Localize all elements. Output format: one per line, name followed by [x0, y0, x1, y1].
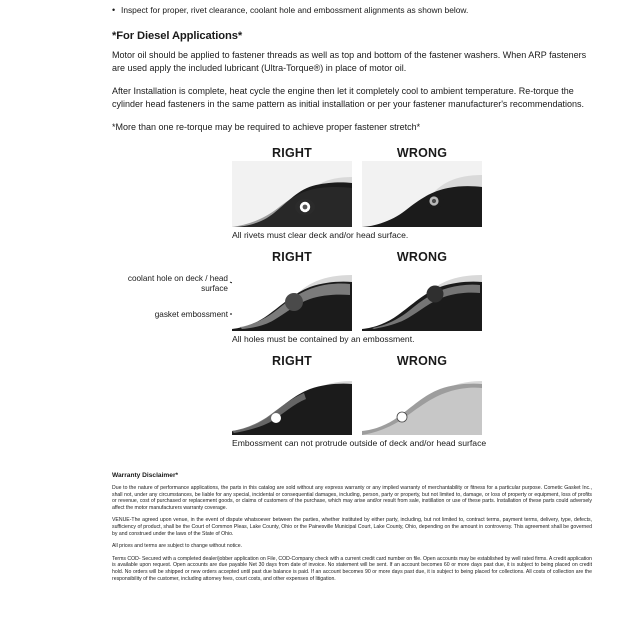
warranty-paragraph-3: All prices and terms are subject to change without notice.	[112, 543, 243, 550]
paragraph-retorque: After Installation is complete, heat cycle the engine then let it completely cool to ambient temperature. Re-torque the cylinder head fasteners in the same pattern as initial installation or per your fastener manufacturer's recommendations.	[112, 86, 584, 109]
figure-heading-wrong-2: WRONG	[396, 249, 448, 264]
figure-image-wrong-rivet	[362, 161, 482, 227]
protrusion-wrong-illustration	[362, 369, 482, 435]
left-margin	[0, 0, 14, 618]
figure-row-2	[232, 265, 590, 331]
callout-gasket-embossment: gasket embossment	[154, 309, 228, 319]
rivet-wrong-illustration	[362, 161, 482, 227]
paragraph-oil: Motor oil should be applied to fastener threads as well as top and bottom of the fastener washers. When ARP fasteners are used apply the included lubricant (Ultra-Torque®) in place of motor oil.	[112, 50, 587, 73]
warranty-title: Warranty Disclaimer*	[112, 472, 179, 479]
figure-image-right-rivet	[232, 161, 352, 227]
figure-group-rivets	[112, 146, 590, 241]
embossment-right-illustration	[232, 265, 352, 331]
figure-row-1	[232, 161, 590, 227]
warranty-paragraph-4: Terms COD- Secured with a completed dealer/jobber application on File, COD-Company check with a current credit card number on file. Open accounts may be established by well rated firms. A credit application is available upon request. Open accounts are due payable Net 30 days from date of invoice. No statement will be sent. If an account becomes 60 or more days past due, it is subject to being placed on credit hold. No orders will be shipped or new orders accepted until past due balance is paid. If an account becomes 90 or more days past due, it is subject to being placed for collections. All costs of collection are the responsibility of the customer, including attorney fees, court costs, and other expenses of litigation.	[112, 555, 592, 582]
warranty-paragraph-2: VENUE-The agreed upon venue, in the event of dispute whatsoever between the parties, whether instituted by either party, including, but not limited to, contract terms, payment terms, delivery, type, defects, sufficiency of product, shall be the Court of Common Pleas, Lake County, Ohio or the Painesville Municipal Court, Lake County, Ohio, depending on the amount in controversy. This agreement shall be governed by and construed under the laws of the State of Ohio.	[112, 517, 592, 537]
figure-caption-rivets: All rivets must clear deck and/or head surface.	[232, 229, 409, 240]
rivet-right-illustration	[232, 161, 352, 227]
figure-heading-right-1: RIGHT	[272, 145, 312, 160]
warranty-paragraph-1: Due to the nature of performance applications, the parts in this catalog are sold without any express warranty or any implied warranty of merchantability or fitness for a particular purpose. Cometic Gasket Inc., shall not, under any circumstances, be liable for any special, incidental or consequential damages, including, person, party or property, but not limited to, damage, or loss of property or equipment, loss of profits or revenue, cost of purchased or replacement goods, or claims of customers of the purchase, which may arise and/or result from sale, instillation or use of these parts. Installation of these parts could adversely affect the motor manufacturers warranty coverage.	[112, 485, 592, 511]
diesel-section	[0, 30, 618, 134]
figure-group-protrusion	[112, 354, 590, 449]
bullet-marker: •	[112, 5, 116, 15]
figure-headings-3	[232, 354, 590, 369]
figure-caption-protrusion: Embossment can not protrude outside of deck and/or head surface	[232, 437, 487, 448]
figure-heading-right-2: RIGHT	[272, 249, 312, 264]
figure-heading-wrong-3: WRONG	[396, 353, 448, 368]
figure-caption-embossment: All holes must be contained by an embossment.	[232, 333, 415, 344]
figure-heading-wrong-1: WRONG	[396, 145, 448, 160]
right-margin	[604, 0, 618, 618]
figure-row-3	[232, 369, 590, 435]
figure-heading-right-3: RIGHT	[272, 353, 312, 368]
embossment-wrong-illustration	[362, 265, 482, 331]
figure-section	[0, 146, 618, 449]
figure-headings-2	[232, 250, 590, 265]
callout-coolant-hole: coolant hole on deck / head surface	[127, 273, 228, 294]
figure-headings-1	[232, 146, 590, 161]
inspection-bullet	[0, 0, 618, 16]
bullet-text: Inspect for proper, rivet clearance, coolant hole and embossment alignments as shown below.	[121, 5, 469, 15]
figure-image-right-protrusion	[232, 369, 352, 435]
paragraph-stretch-note: *More than one re-torque may be required to achieve proper fastener stretch*	[112, 122, 421, 133]
figure-image-wrong-embossment	[362, 265, 482, 331]
protrusion-right-illustration	[232, 369, 352, 435]
figure-group-embossment	[112, 250, 590, 345]
warranty-disclaimer	[112, 472, 592, 588]
figure-image-wrong-protrusion	[362, 369, 482, 435]
section-title: *For Diesel Applications*	[112, 30, 243, 42]
figure-image-right-embossment	[232, 265, 352, 331]
